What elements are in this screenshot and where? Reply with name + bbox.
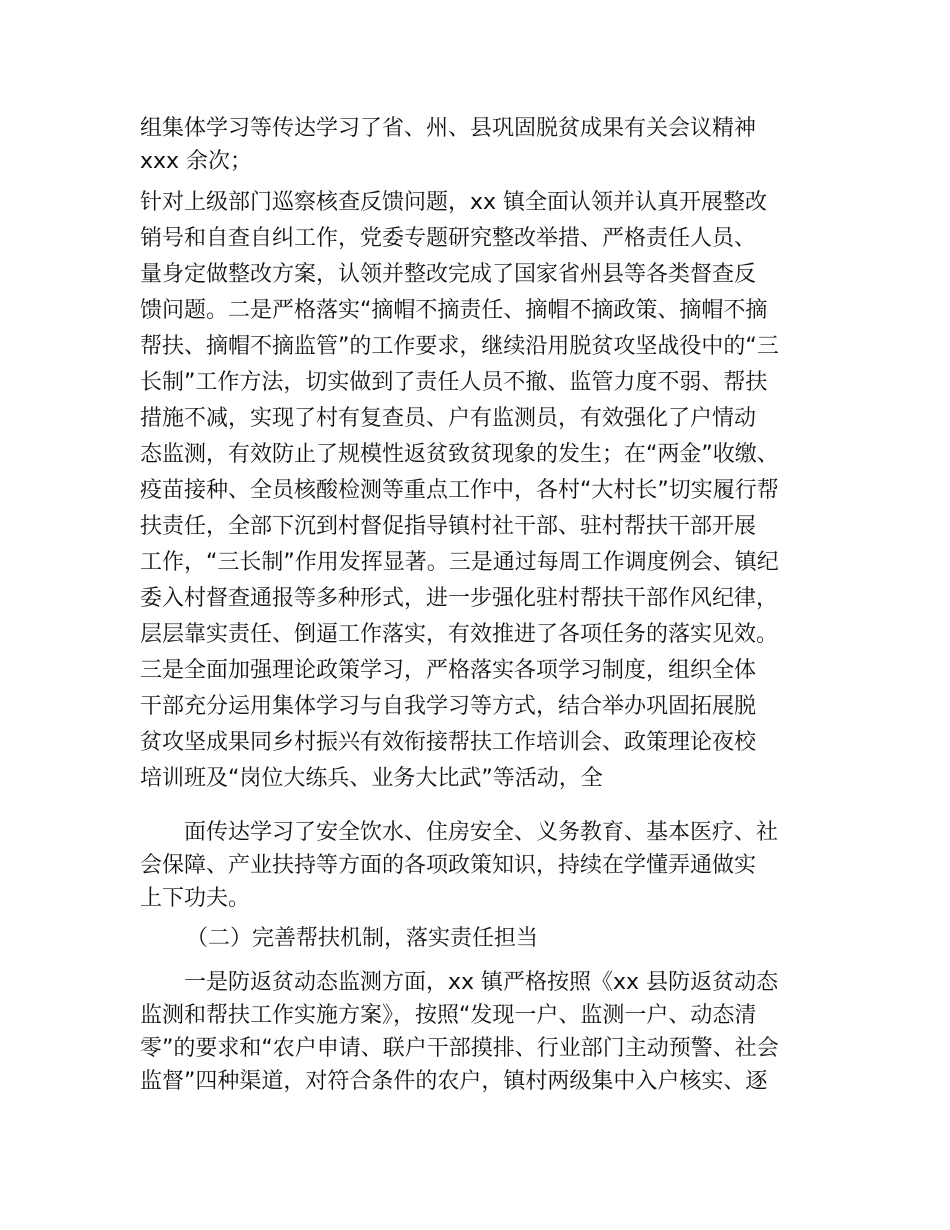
text-line: 扶责任，全部下沉到村督促指导镇村社干部、驻村帮扶干部开展 <box>140 514 757 539</box>
text-line: 措施不减，实现了村有复查员、户有监测员，有效强化了户情动 <box>140 406 757 431</box>
text-line: 零”的要求和“农户申请、联户干部摸排、行业部门主动预警、社会 <box>140 1036 779 1061</box>
text-line: 量身定做整改方案，认领并整改完成了国家省州县等各类督查反 <box>140 262 757 287</box>
text-line: 疫苗接种、全员核酸检测等重点工作中，各村“大村长”切实履行帮 <box>140 478 779 503</box>
paragraph-main <box>140 185 812 797</box>
text-line: 贫攻坚成果同乡村振兴有效衔接帮扶工作培训会、政策理论夜校 <box>140 730 757 755</box>
text-line: 监测和帮扶工作实施方案》，按照“发现一户、监测一户、动态清 <box>140 1003 757 1028</box>
text-line: 上下功夫。 <box>140 886 251 911</box>
section-heading: （二）完善帮扶机制，落实责任担当 <box>186 926 539 951</box>
text-line: 工作，“三长制”作用发挥显著。三是通过每周工作调度例会、镇纪 <box>140 550 779 575</box>
text-line: 一是防返贫动态监测方面，xx 镇严格按照《xx 县防返贫动态 <box>140 970 779 995</box>
text-line: 委入村督查通报等多种形式，进一步强化驻村帮扶干部作风纪律， <box>140 586 779 611</box>
text-line: 态监测，有效防止了规模性返贫致贫现象的发生；在“两金”收缴、 <box>140 442 779 467</box>
text-line: 面传达学习了安全饮水、住房安全、义务教育、基本医疗、社 <box>140 820 779 845</box>
text-line: 馈问题。二是严格落实“摘帽不摘责任、摘帽不摘政策、摘帽不摘 <box>140 298 768 323</box>
text-line: 干部充分运用集体学习与自我学习等方式，结合举办巩固拓展脱 <box>140 694 757 719</box>
text-line: 层层靠实责任、倒逼工作落实，有效推进了各项任务的落实见效。 <box>140 622 779 647</box>
text-line: 三是全面加强理论政策学习，严格落实各项学习制度，组织全体 <box>140 658 757 683</box>
text-line: 培训班及“岗位大练兵、业务大比武”等活动，全 <box>140 766 603 791</box>
paragraph-last <box>140 966 812 1098</box>
text-line: 监督”四种渠道，对符合条件的农户，镇村两级集中入户核实、逐 <box>140 1069 768 1094</box>
text-line: xxx 余次； <box>140 149 253 174</box>
text-line: 帮扶、摘帽不摘监管”的工作要求，继续沿用脱贫攻坚战役中的“三 <box>140 334 779 359</box>
text-line: 会保障、产业扶持等方面的各项政策知识，持续在学懂弄通做实 <box>140 853 757 878</box>
paragraph-top <box>140 112 812 178</box>
text-line: 销号和自查自纠工作，党委专题研究整改举措、严格责任人员、 <box>140 226 757 251</box>
paragraph-continued <box>140 816 812 915</box>
text-line: 长制”工作方法，切实做到了责任人员不撤、监管力度不弱、帮扶 <box>140 370 768 395</box>
text-line: 组集体学习等传达学习了省、州、县巩固脱贫成果有关会议精神 <box>140 116 757 141</box>
text-line: 针对上级部门巡察核查反馈问题，xx 镇全面认领并认真开展整改 <box>140 190 768 215</box>
